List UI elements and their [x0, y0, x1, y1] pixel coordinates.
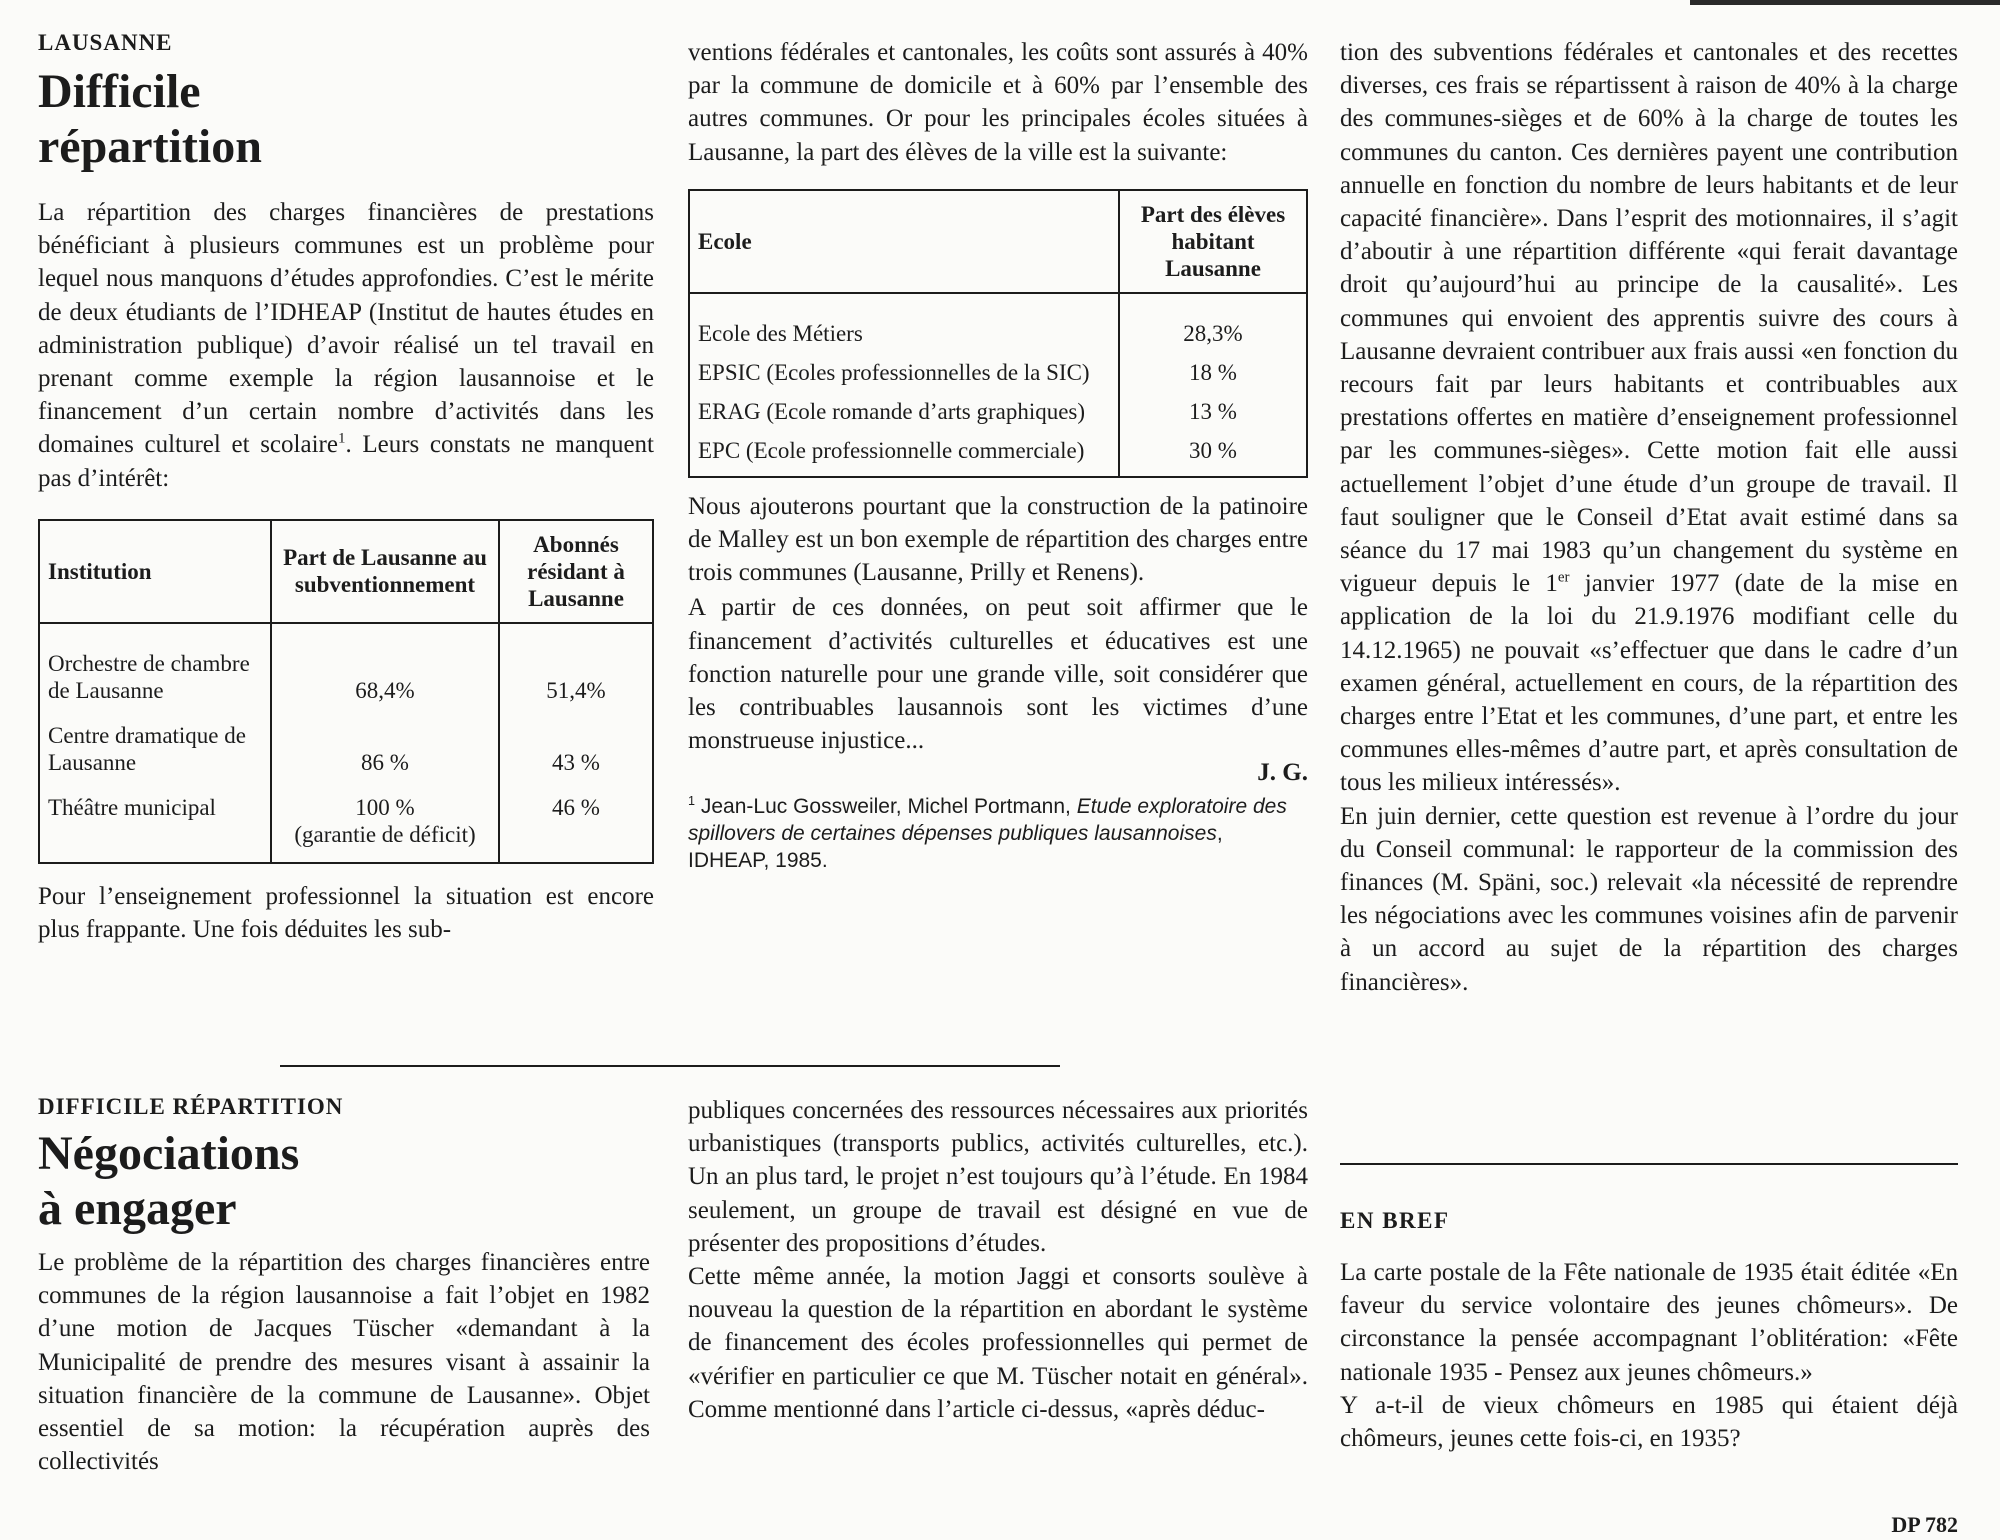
table2-header-part: Part des élèves habitant Lausanne: [1119, 190, 1307, 293]
footnote-title: Etude exploratoire des spillovers de certaines dépenses publiques lausannoises: [688, 795, 1287, 846]
article1-signature: J. G.: [1257, 759, 1308, 787]
top-edge-bar: [1690, 0, 2000, 5]
table-row: [39, 780, 653, 863]
table-row: [689, 351, 1307, 390]
article2-column-1: [38, 1094, 650, 1478]
article2-headline-line2: à engager: [38, 1182, 237, 1235]
article1-para-patinoire: Nous ajouterons pourtant que la construction de la patinoire de Malley est un bon exemple de répartition des charges entre trois communes (Lausanne, Prilly et Renens).: [688, 492, 1308, 587]
article2-column-2: [688, 1094, 1308, 1426]
en-bref-kicker: EN BREF: [1340, 1208, 1450, 1233]
table-row: [689, 429, 1307, 477]
article1-text-after-table1: Pour l’enseignement professionnel la situation est encore plus frappante. Une fois déduites les sub-: [38, 882, 654, 944]
article2-headline-line1: Négociations: [38, 1127, 300, 1180]
table1-cell-part: [271, 780, 499, 863]
table-row: [689, 390, 1307, 429]
table1-cell-part-note: (garantie de déficit): [294, 821, 476, 847]
article2-col1-text: Le problème de la répartition des charges financières entre communes de la région lausannoise a fait l’objet en 1982 d’une motion de Jacques Tüscher «demandant à la Municipalité de prendre des mesures visant à assainir la situation financière de la commune de Lausanne». Objet essentiel de sa motion: la récupération auprès des collectivités: [38, 1249, 650, 1476]
article2-col3-p1: [1340, 36, 1958, 800]
page-number: DP 782: [1891, 1512, 1958, 1537]
article1-headline: [38, 64, 654, 174]
article2-kicker: DIFFICILE RÉPARTITION: [38, 1094, 344, 1119]
table1-cell-institution: Orchestre de chambre de Lausanne: [39, 646, 271, 708]
article1-column-1: [38, 30, 654, 946]
footnote-mark: 1: [688, 794, 696, 809]
article2-col3-p1-a: tion des subventions fédérales et cantonales et des recettes diverses, ces frais se répartissent à raison de 40% à la charge des communes-sièges et de 60% à la charge de toutes les communes du canton. Ces dernières payent une contribution annuelle en fonction du nombre de leurs habitants et de leur capacité financière». Dans l’esprit des motionnaires, il s’agit d’aboutir à une répartition différente «qui ferait davantage droit qu’aujourd’hui au principe de la causalité». Les communes qui envoient des apprentis suivre des cours à Lausanne devraient contribuer aux frais aussi «en fonction du recours fait par leurs habitants et contribuables aux prestations offertes en matière d’enseignement professionnel par les communes-sièges». Cette motion fait elle aussi actuellement l’objet d’une étude d’un groupe de travail. Il faut souligner que le Conseil d’Etat avait estimé dans sa séance du 17 mai 1983 qu’un changement du système en vigueur depuis le 1: [1340, 39, 1958, 598]
article2-col3-p2: En juin dernier, cette question est revenue à l’ordre du jour du Conseil communal: le rapporteur de la commission des finances (M. Späni, soc.) relevait «la nécessité de reprendre les négociations avec les communes voisines afin de parvenir à un accord au sujet de la répartition des charges financières».: [1340, 802, 1958, 996]
article2-headline: [38, 1126, 650, 1236]
table1-cell-part: 86 %: [271, 708, 499, 780]
table-row: [689, 316, 1307, 351]
table1-cell-part-value: 100 %: [355, 794, 415, 820]
table-lausanne-institutions: [38, 519, 654, 864]
article1-column-2: [688, 36, 1308, 874]
article1-intro-end: . Leurs constats ne manquent pas d’intérêt:: [38, 431, 654, 492]
table2-header-ecole: Ecole: [689, 190, 1119, 293]
article1-col2-text: ventions fédérales et cantonales, les coûts sont assurés à 40% par la commune de domicile et à 60% par l’ensemble des autres communes. Or pour les principales écoles situées à Lausanne, la part des élèves de la ville est la suivante:: [688, 39, 1308, 166]
table2-cell-ecole: Ecole des Métiers: [689, 316, 1119, 351]
footnote-ref: 1: [337, 431, 346, 448]
article1-intro-text: La répartition des charges financières de prestations bénéficiant à plusieurs communes est un problème pour lequel nous manquons d’études approfondies. C’est le mérite de deux étudiants de l’IDHEAP (Institut de hautes études en administration publique) d’avoir réalisé un tel travail en prenant comme exemple la région lausannoise et le financement d’un certain nombre d’activités dans les domaines culturel et scolaire: [38, 199, 654, 459]
table2-cell-part: 18 %: [1189, 359, 1237, 385]
article2-col2-p1: publiques concernées des ressources nécessaires aux priorités urbanistiques (transports publics, activités culturelles, etc.). Un an plus tard, le projet n’est toujours qu’à l’étude. En 1984 seulement, un groupe de travail est désigné en vue de présenter des propositions d’études.: [688, 1097, 1308, 1257]
en-bref-section: [1340, 1208, 1958, 1455]
article1-kicker: LAUSANNE: [38, 30, 173, 55]
footnote-authors: Jean-Luc Gossweiler, Michel Portmann,: [700, 795, 1071, 819]
table1-cell-abonnes: 43 %: [552, 749, 600, 775]
table1-cell-abonnes: 51,4%: [546, 677, 606, 703]
article1-intro: [38, 196, 654, 495]
table1-cell-institution: Centre dramatique de Lausanne: [39, 708, 271, 780]
article1-headline-line1: Difficile: [38, 65, 201, 118]
article-separator-rule: [280, 1065, 1060, 1067]
table1-header-institution: Institution: [39, 520, 271, 623]
en-bref-p1: La carte postale de la Fête nationale de 1935 était éditée «En faveur du service volontaire des jeunes chômeurs». De circonstance la pensée accompagnant l’oblitération: «Fête nationale 1935 - Pensez aux jeunes chômeurs.»: [1340, 1259, 1958, 1386]
table-row: [39, 708, 653, 780]
ordinal-superscript: er: [1557, 569, 1570, 586]
table1-cell-part: 68,4%: [271, 646, 499, 708]
table2-cell-part: 30 %: [1189, 437, 1237, 463]
table1-cell-institution: Théâtre municipal: [39, 780, 271, 863]
footnote-source: , IDHEAP, 1985.: [688, 822, 1223, 873]
article1-headline-line2: répartition: [38, 120, 262, 173]
table1-header-part: Part de Lausanne au subventionnement: [271, 520, 499, 623]
article2-column-3: [1340, 36, 1958, 999]
en-bref-rule: [1340, 1163, 1958, 1165]
table-lausanne-schools: [688, 189, 1308, 478]
article1-footnote: [688, 793, 1308, 874]
table1-cell-abonnes: 46 %: [552, 794, 600, 820]
table2-cell-ecole: EPC (Ecole professionnelle commerciale): [689, 429, 1119, 477]
table2-cell-ecole: ERAG (Ecole romande d’arts graphiques): [689, 390, 1119, 429]
en-bref-p2: Y a-t-il de vieux chômeurs en 1985 qui étaient déjà chômeurs, jeunes cette fois-ci, en 1935?: [1340, 1391, 1958, 1453]
table2-cell-ecole: EPSIC (Ecoles professionnelles de la SIC): [689, 351, 1119, 390]
table2-cell-part: 28,3%: [1183, 320, 1243, 346]
table1-header-abonnes: Abonnés résidant à Lausanne: [499, 520, 653, 623]
article1-para-conclusion: A partir de ces données, on peut soit affirmer que le financement d’activités culturelles et éducatives est une fonction naturelle pour une grande ville, soit considérer que les contribuables lausannois sont les victimes d’une monstrueuse injustice...: [688, 594, 1308, 755]
article2-col3-p1-b: janvier 1977 (date de la mise en application de la loi du 21.9.1976 modifiant celle du 14.12.1965) ne pouvait «s’effectuer que dans le cadre d’un examen général, actuellement en cours, de la répartition des charges entre l’Etat et les communes, d’une part, et entre les communes elles-mêmes d’autre part, et après consultation de tous les milieux intéressés».: [1340, 570, 1959, 797]
article2-col2-p2: Cette même année, la motion Jaggi et consorts soulève à nouveau la question de la répartition en abordant le système de financement des écoles professionnelles qui permet de «vérifier en particulier ce que M. Tüscher notait en général». Comme mentionné dans l’article ci-dessus, «après déduc-: [688, 1263, 1308, 1423]
table2-cell-part: 13 %: [1189, 398, 1237, 424]
table-row: [39, 646, 653, 708]
